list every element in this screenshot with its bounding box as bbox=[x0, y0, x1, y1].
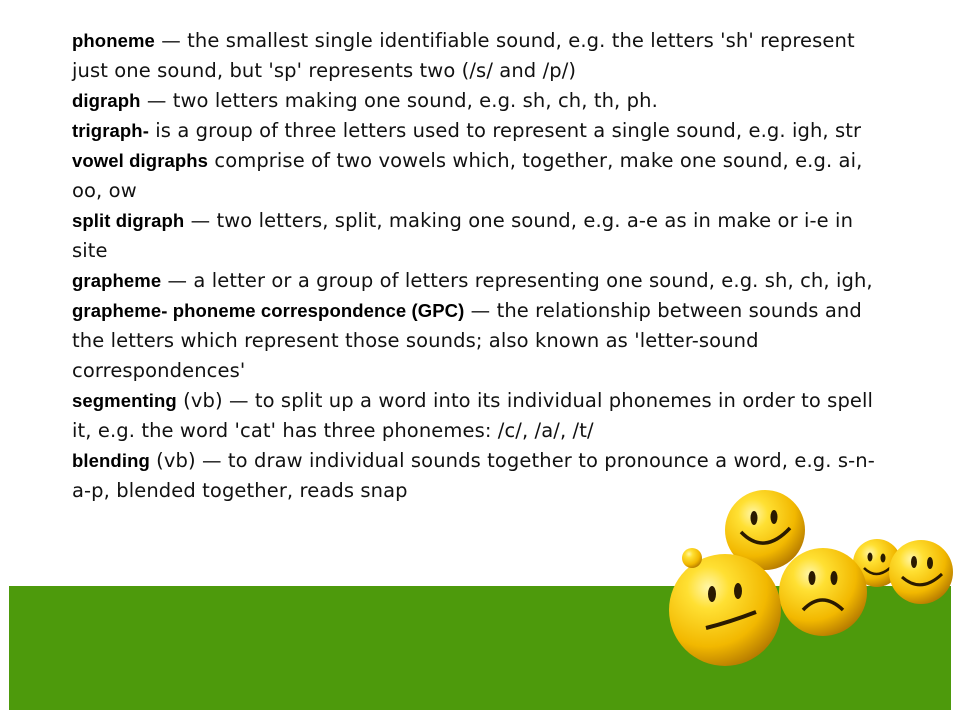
term: split digraph bbox=[72, 210, 185, 231]
glossary-entry-trigraph bbox=[72, 116, 892, 146]
term: grapheme bbox=[72, 270, 162, 291]
glossary-entry-split-digraph bbox=[72, 206, 892, 266]
glossary-entry-phoneme bbox=[72, 26, 892, 86]
definition: (vb) — to split up a word into its individual phonemes in order to spell it, e.g. the word 'cat' has three phonemes: /c/, /a/, /t/ bbox=[72, 389, 874, 442]
glossary-entry-segmenting bbox=[72, 386, 892, 446]
definition: comprise of two vowels which, together, make one sound, e.g. ai, oo, ow bbox=[72, 149, 863, 202]
glossary-entry-vowel-digraphs bbox=[72, 146, 892, 206]
term: segmenting bbox=[72, 390, 177, 411]
partial-face-icon bbox=[682, 548, 702, 568]
smiley-face-icon bbox=[889, 540, 953, 604]
glossary-entry-gpc bbox=[72, 296, 892, 386]
term: grapheme- phoneme correspondence (GPC) bbox=[72, 300, 465, 321]
definition: (vb) — to draw individual sounds together to pronounce a word, e.g. s-n-a-p, blended together, reads snap bbox=[72, 449, 875, 502]
glossary-list bbox=[72, 26, 892, 506]
definition: — the smallest single identifiable sound, e.g. the letters 'sh' represent just one sound, but 'sp' represents two (/s/ and /p/) bbox=[72, 29, 855, 82]
term: digraph bbox=[72, 90, 141, 111]
neutral-face-icon bbox=[669, 554, 781, 666]
glossary-entry-grapheme bbox=[72, 266, 892, 296]
smiley-faces-icon bbox=[640, 470, 960, 690]
definition: — a letter or a group of letters representing one sound, e.g. sh, ch, igh, bbox=[161, 269, 873, 292]
definition: is a group of three letters used to represent a single sound, e.g. igh, str bbox=[148, 119, 862, 142]
term: trigraph- bbox=[72, 120, 149, 141]
sad-face-icon bbox=[779, 548, 867, 636]
term: phoneme bbox=[72, 30, 155, 51]
glossary-entry-digraph bbox=[72, 86, 892, 116]
definition: — two letters, split, making one sound, e.g. a-e as in make or i-e in site bbox=[72, 209, 854, 262]
smiley-faces-graphic bbox=[640, 470, 960, 690]
definition: — two letters making one sound, e.g. sh, ch, th, ph. bbox=[140, 89, 658, 112]
definition: — the relationship between sounds and the letters which represent those sounds; also known as 'letter-sound correspondences' bbox=[72, 299, 862, 382]
term: vowel digraphs bbox=[72, 150, 209, 171]
term: blending bbox=[72, 450, 150, 471]
